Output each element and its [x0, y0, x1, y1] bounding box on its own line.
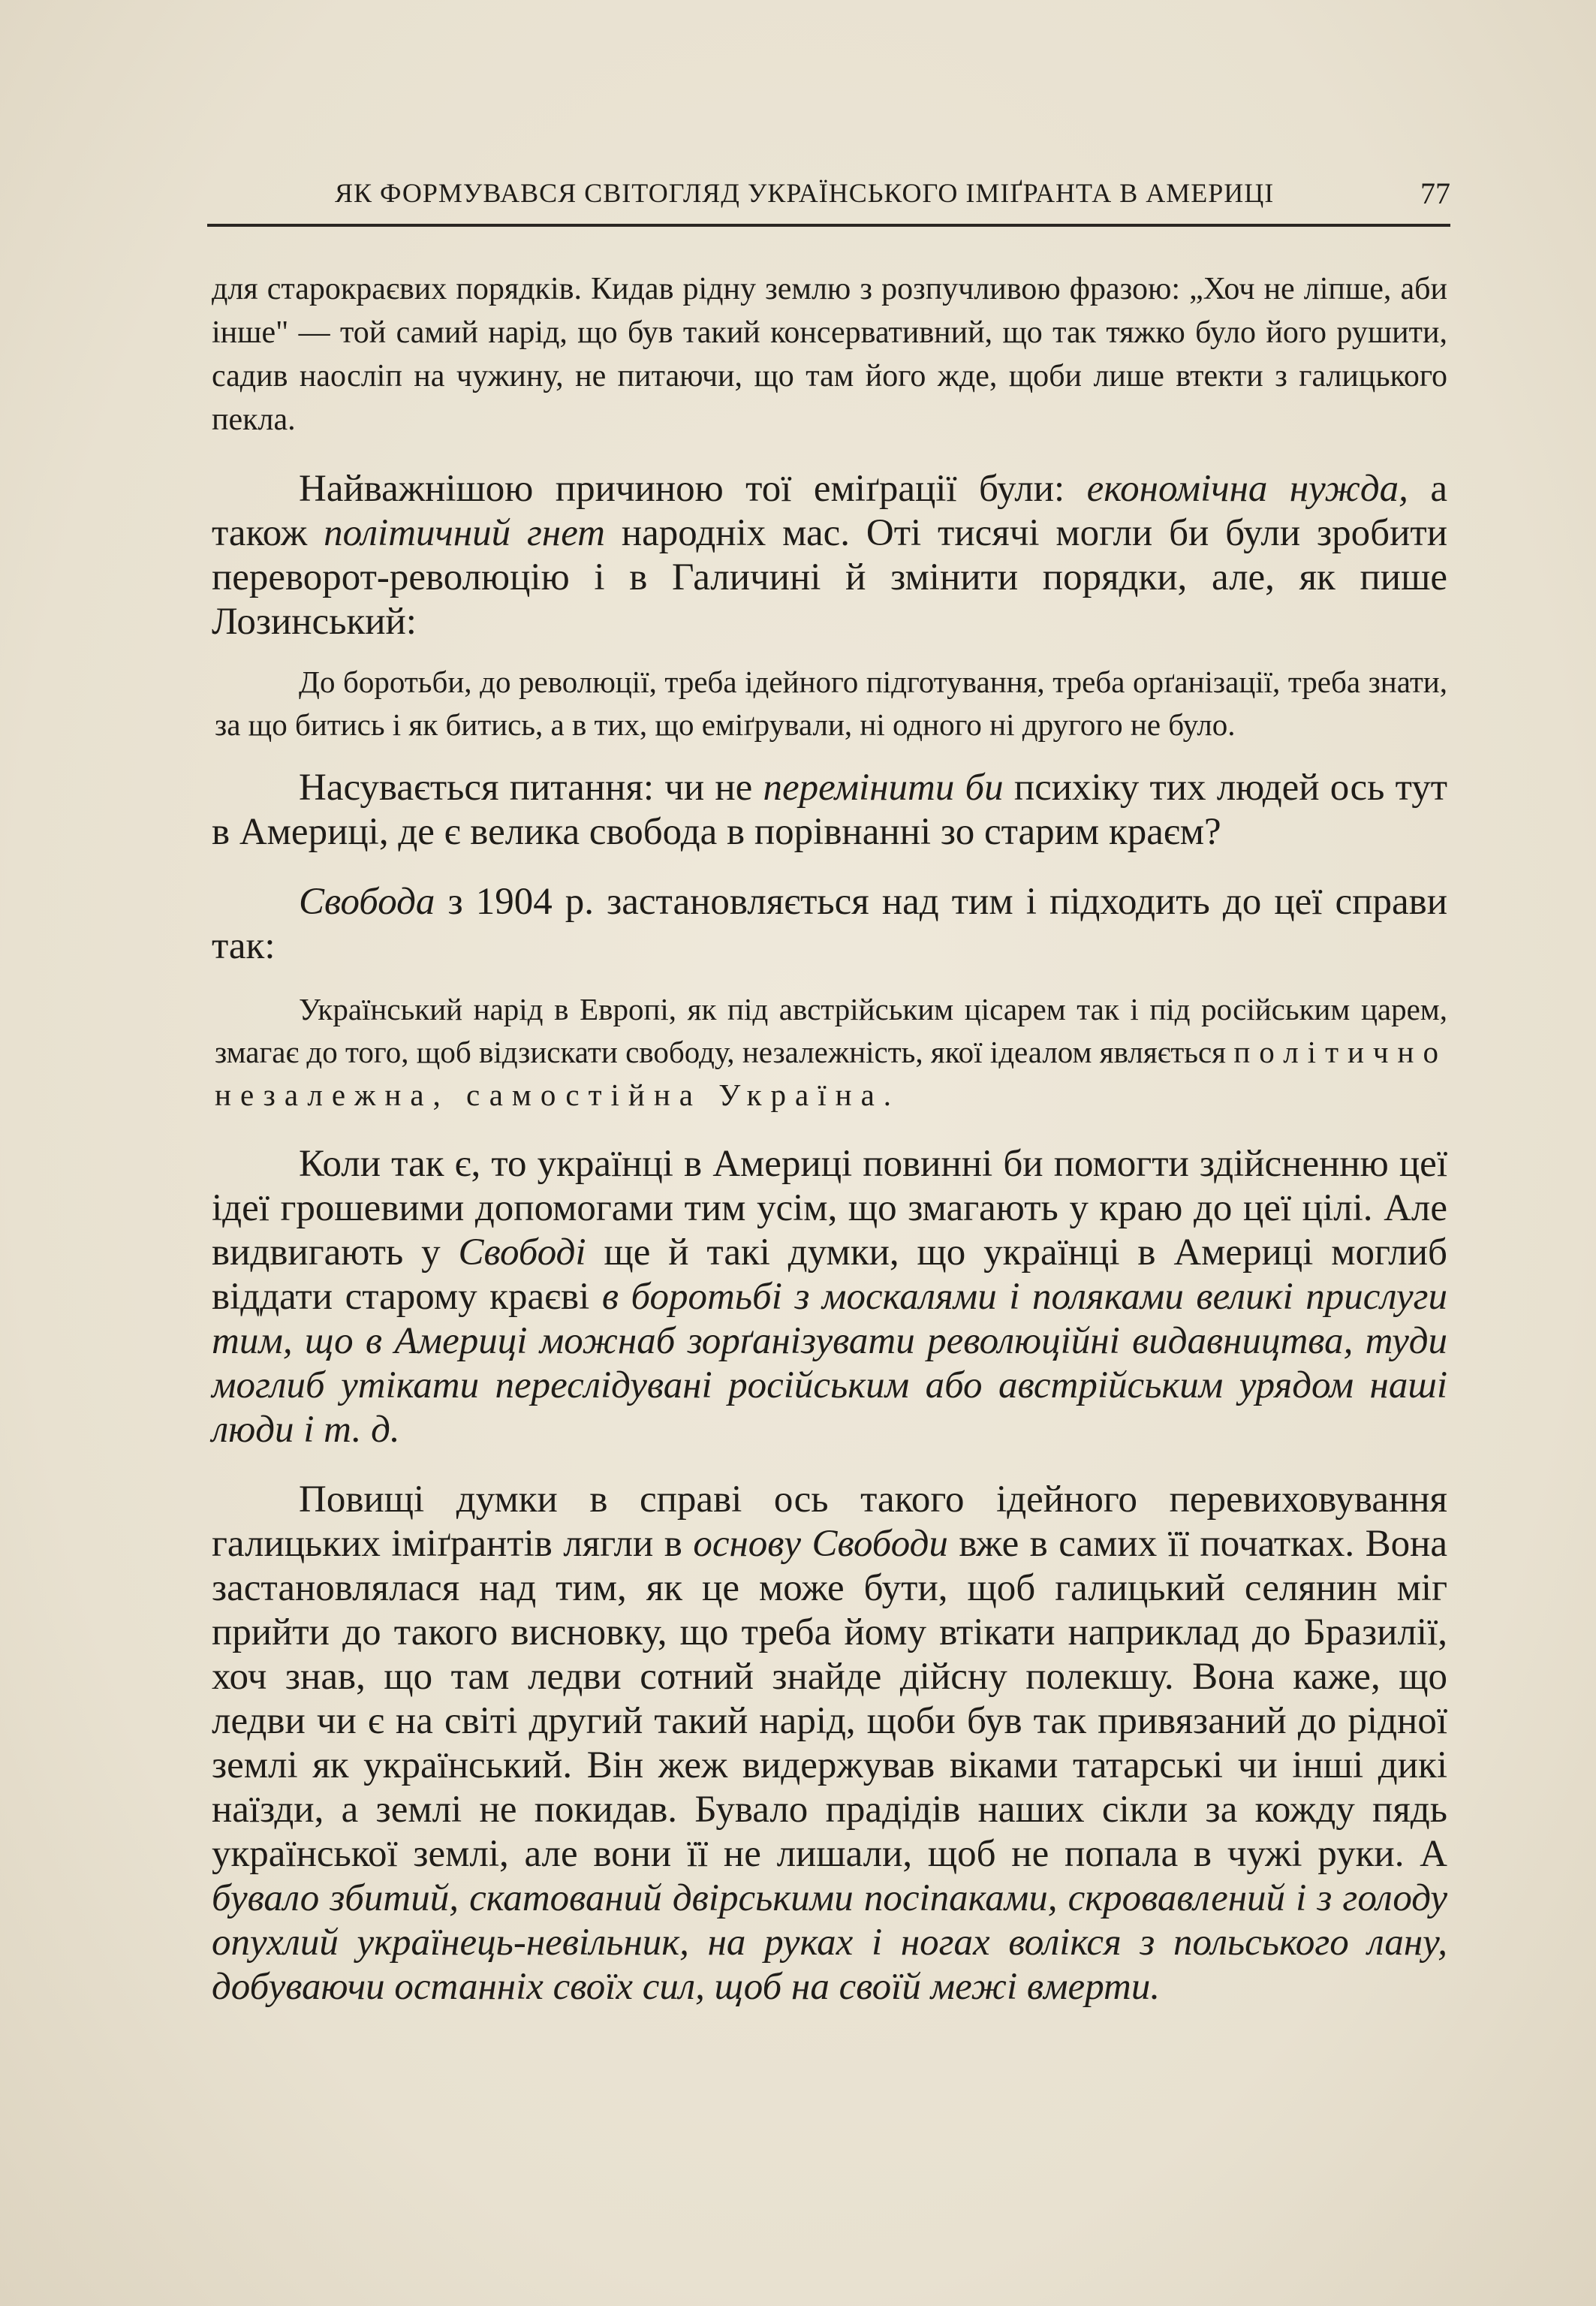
quotation-1-text: До боротьби, до революції, треба ідейного підготування, треба орґанізації, треба знати, за що битись і як битись, а в тих, що еміґрували, ні одного ні другого не було.: [215, 665, 1447, 742]
paragraph-6-emphasis-a: основу Свободи: [693, 1523, 948, 1565]
paragraph-6-text-b: вже в самих її початках. Вона застановлялася над тим, як це може бути, щоб галицький селянин міг прийти до такого висновку, що треба йому втікати наприклад до Бразилії, хоч знав, що там ледви сотний знайде дійсну полекшу. Вона каже, що ледви чи є на світі другий такий нарід, щоби був так привязаний до рідної землі як український. Він жеж видержував віками татарські чи інші дикі наїзди, а землі не покидав. Бувало прадідів наших сікли за кожду пядь української землі, але вони її не лишали, щоб не попала в чужі руки. А: [212, 1523, 1448, 1875]
paragraph-5-emphasis-b: в боротьбі з москалями і поляками великі прислуги тим, що в Америці можнаб зорґанізувати революційні видавництва, туди моглиб утікати переслідувані російським або австрійським урядом наші люди і т. д.: [212, 1276, 1447, 1451]
page-number: 77: [1420, 176, 1450, 210]
page-header: [207, 174, 1450, 227]
paragraph-3-text-b: психіку тих людей ось тут в Америці, де є велика свобода в порівнанні зо старим краєм?: [212, 767, 1448, 853]
quotation-2-spaced-b: незалежна, самостійна Україна.: [215, 1078, 901, 1112]
paragraph-5-text-b: ще й такі думки, що українці в Америці моглиб віддати старому краєві: [212, 1231, 1447, 1318]
paragraph-2: [212, 467, 1447, 644]
quotation-2-spaced-a: політично: [1233, 1035, 1447, 1069]
quotation-2: [215, 988, 1447, 1117]
paragraph-4-text: з 1904 р. застановляється над тим і підходить до цеї справи так:: [212, 881, 1447, 967]
paragraph-6: [212, 1478, 1447, 2009]
paragraph-3: [212, 766, 1447, 855]
paragraph-2-text-a: Найважнішою причиною тої еміґрації були:: [299, 468, 1087, 510]
paragraph-6-emphasis-b: бувало збитий, скатований двірськими посіпаками, скровавлений і з голоду опухлий українець-невільник, на руках і ногах волікся з польського лану, добуваючи останніх своїх сил, щоб на своїй межі вмерти.: [212, 1877, 1447, 2008]
paragraph-1: [212, 267, 1447, 442]
paragraph-5-emphasis-a: Свободі: [458, 1231, 586, 1274]
paragraph-3-text-a: Насувається питання: чи не: [299, 767, 763, 809]
paragraph-1-text: для старокраєвих порядків. Кидав рідну землю з розпучливою фразою: „Хоч не ліпше, аби інше" — той самий нарід, що був такий консервативний, що так тяжко було його рушити, садив наосліп на чужину, не питаючи, що там його жде, щоби лише втекти з галицького пекла.: [212, 272, 1447, 437]
quotation-1: [215, 661, 1447, 746]
page-body: [212, 267, 1447, 2009]
paragraph-5-text-a: Коли так є, то українці в Америці повинні би помогти здійсненню цеї ідеї грошевими допомогами тим усім, що змагають у краю до цеї цілі. Але видвигають у: [212, 1143, 1447, 1274]
paragraph-3-emphasis: перемінити би: [763, 767, 1004, 809]
paragraph-2-text-b: а також: [212, 468, 1447, 554]
paragraph-2-emphasis-b: політичний гнет: [324, 512, 606, 554]
paragraph-2-text-c: народніх мас. Оті тисячі могли би були зробити переворот-революцію і в Галичині й змінити порядки, але, як пише Лозинський:: [212, 512, 1448, 643]
running-title: ЯК ФОРМУВАВСЯ СВІТОГЛЯД УКРАЇНСЬКОГО ІМІҐРАНТА В АМЕРИЦІ: [335, 178, 1275, 208]
paragraph-2-emphasis-a: економічна нужда,: [1086, 468, 1408, 510]
paragraph-4-emphasis: Свобода: [299, 881, 435, 923]
paragraph-5: [212, 1142, 1447, 1452]
quotation-2-text-a: Український нарід в Европі, як під австрійським цісарем так і під російським царем, змагає до того, щоб відзискати свободу, незалежність, якої ідеалом являється: [215, 992, 1447, 1069]
paragraph-4: [212, 880, 1447, 969]
paragraph-6-text-a: Повищі думки в справі ось такого ідейного перевиховування галицьких іміґрантів лягли в: [212, 1479, 1447, 1565]
